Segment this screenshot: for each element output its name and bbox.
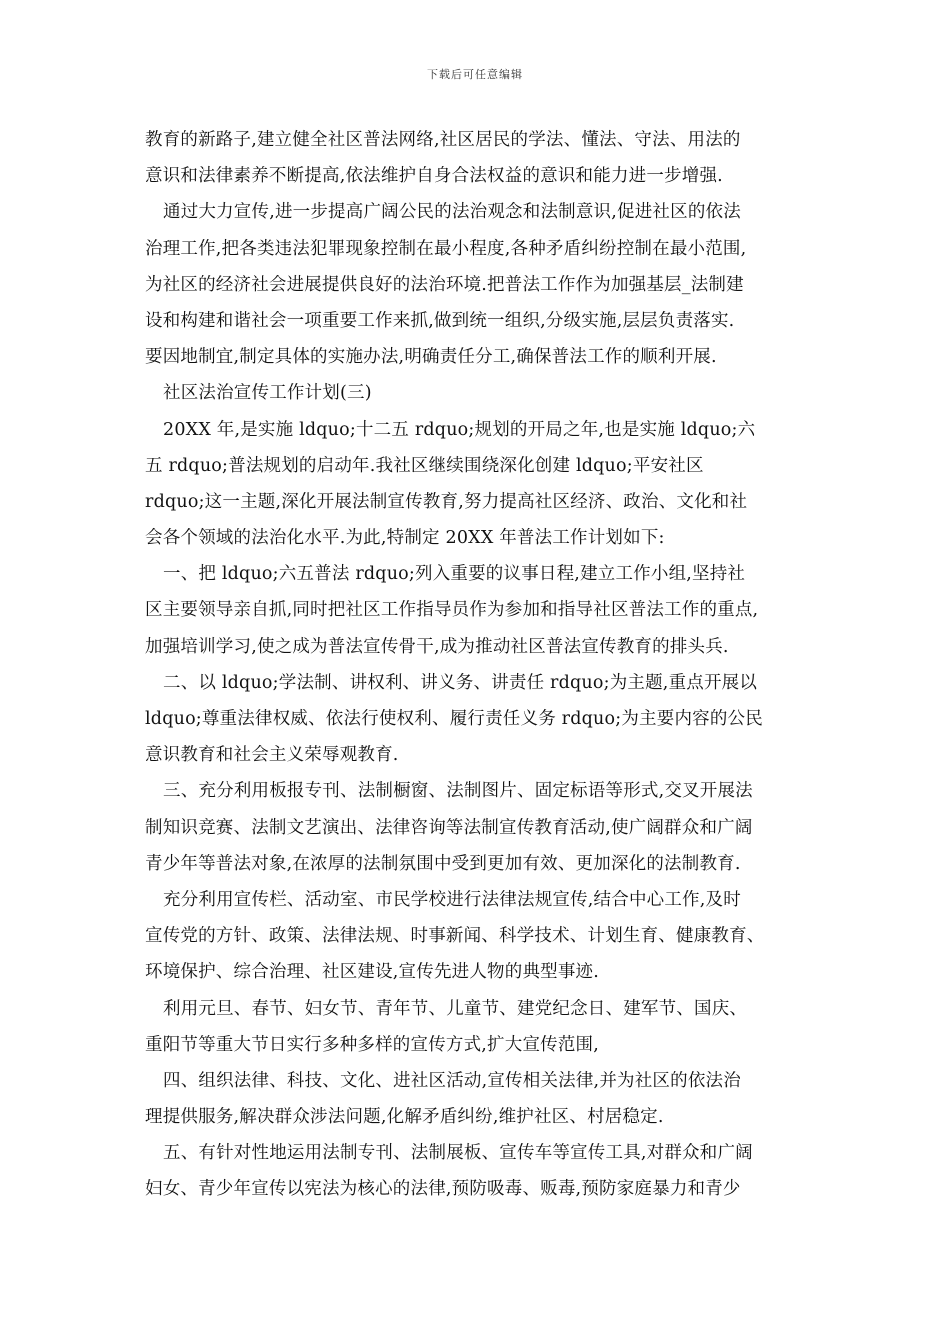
text-line: 妇女、青少年宣传以宪法为核心的法律,预防吸毒、贩毒,预防家庭暴力和青少: [145, 1179, 741, 1200]
text-line: 通过大力宣传,进一步提高广阔公民的法治观念和法制意识,促进社区的依法: [163, 202, 741, 223]
text-line: 利用元旦、春节、妇女节、青年节、儿童节、建党纪念日、建军节、国庆、: [163, 998, 748, 1019]
text-line: 一、把 ldquo;六五普法 rdquo;列入重要的议事日程,建立工作小组,坚持社: [163, 564, 746, 585]
text-line: 为社区的经济社会进展提供良好的法治环境.把普法工作作为加强基层_法制建: [145, 274, 744, 295]
text-line: 宣传党的方针、政策、法律法规、时事新闻、科学技术、计划生育、健康教育、: [145, 926, 765, 947]
text-line: 会各个领域的法治化水平.为此,特制定 20XX 年普法工作计划如下:: [145, 528, 665, 549]
text-line: rdquo;这一主题,深化开展法制宣传教育,努力提高社区经济、政治、文化和社: [145, 491, 748, 512]
text-line: 青少年等普法对象,在浓厚的法制氛围中受到更加有效、更加深化的法制教育.: [145, 853, 741, 874]
text-line: 教育的新路子,建立健全社区普法网络,社区居民的学法、懂法、守法、用法的: [145, 130, 741, 150]
text-line: ldquo;尊重法律权威、依法行使权利、履行责任义务 rdquo;为主要内容的公民: [145, 709, 763, 729]
text-line: 社区法治宣传工作计划(三): [163, 383, 372, 404]
text-line: 20XX 年,是实施 ldquo;十二五 rdquo;规划的开局之年,也是实施 ldquo;六: [163, 419, 756, 440]
text-line: 区主要领导亲自抓,同时把社区工作指导员作为参加和指导社区普法工作的重点,: [145, 600, 759, 621]
page-header: 下载后可任意编辑: [427, 68, 523, 81]
text-line: 意识和法律素养不断提高,依法维护自身合法权益的意识和能力进一步增强.: [145, 166, 723, 187]
text-line: 二、以 ldquo;学法制、讲权利、讲义务、讲责任 rdquo;为主题,重点开展以: [163, 672, 758, 693]
text-line: 设和构建和谐社会一项重要工作来抓,做到统一组织,分级实施,层层负责落实.: [145, 310, 735, 331]
text-line: 五 rdquo;普法规划的启动年.我社区继续围绕深化创建 ldquo;平安社区: [145, 455, 704, 476]
text-line: 五、有针对性地运用法制专刊、法制展板、宣传车等宣传工具,对群众和广阔: [163, 1143, 753, 1164]
text-line: 理提供服务,解决群众涉法问题,化解矛盾纠纷,维护社区、村居稳定.: [145, 1107, 664, 1128]
text-line: 意识教育和社会主义荣辱观教育.: [145, 745, 399, 766]
text-line: 重阳节等重大节日实行多种多样的宣传方式,扩大宣传范围,: [145, 1034, 600, 1055]
text-line: 加强培训学习,使之成为普法宣传骨干,成为推动社区普法宣传教育的排头兵.: [145, 636, 729, 657]
text-line: 要因地制宜,制定具体的实施办法,明确责任分工,确保普法工作的顺利开展.: [145, 347, 717, 368]
document-body: [145, 122, 815, 1208]
text-line: 治理工作,把各类违法犯罪现象控制在最小程度,各种矛盾纠纷控制在最小范围,: [145, 238, 747, 259]
text-line: 三、充分利用板报专刊、法制橱窗、法制图片、固定标语等形式,交叉开展法: [163, 781, 753, 802]
text-line: 四、组织法律、科技、文化、进社区活动,宣传相关法律,并为社区的依法治: [163, 1070, 741, 1091]
text-line: 环境保护、综合治理、社区建设,宣传先进人物的典型事迹.: [145, 962, 600, 983]
text-line: 充分利用宣传栏、活动室、市民学校进行法律法规宣传,结合中心工作,及时: [163, 889, 741, 910]
text-line: 制知识竞赛、法制文艺演出、法律咨询等法制宣传教育活动,使广阔群众和广阔: [145, 817, 753, 838]
